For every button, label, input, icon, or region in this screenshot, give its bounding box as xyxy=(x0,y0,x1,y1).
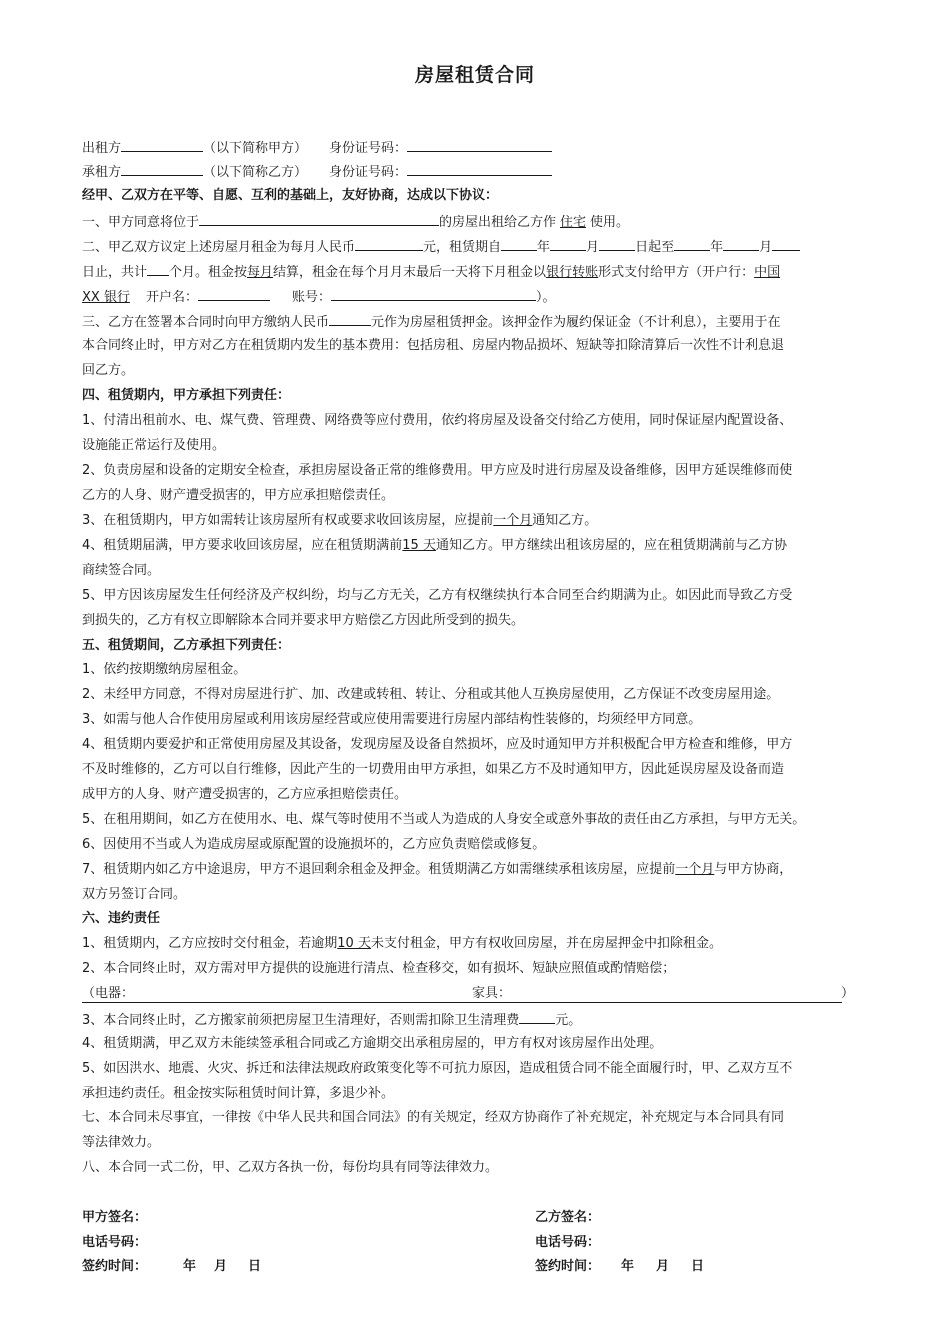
appliances-label: （电器： xyxy=(82,986,135,1001)
party-a-year: 年 xyxy=(183,1259,197,1274)
lessee-name-blank xyxy=(121,163,203,176)
s4-p4-line-1 xyxy=(82,538,787,554)
lessee-line xyxy=(82,163,552,181)
end-month-blank xyxy=(723,238,759,251)
lessee-id-label: 身份证号码： xyxy=(329,165,408,180)
account-holder-blank xyxy=(198,288,270,301)
s4-p5-line-1: 5、甲方因该房屋发生任何经济及产权纠纷，均与乙方无关，乙方有权继续执行本合同至合约期满为止。如因此而导致乙方受 xyxy=(82,588,793,603)
clause-2-text-l2c: 结算，租金在每个月月末最后一天将下月租金以 xyxy=(273,265,547,280)
notice-period-transfer: 一个月 xyxy=(493,513,533,528)
clause-2-line-3 xyxy=(82,288,556,306)
clause-7-line-2: 等法律效力。 xyxy=(82,1135,161,1150)
s5-p7-text-a: 7、租赁期内如乙方中途退房，甲方不退回剩余租金及押金。租赁期满乙方如需继续承租该房屋，应提前 xyxy=(82,862,676,877)
property-address-blank xyxy=(199,213,439,226)
clause-3-text-a: 三、乙方在签署本合同时向甲方缴纳人民币 xyxy=(82,315,330,330)
clause-7-line-1: 七、本合同未尽事宜，一律按《中华人民共和国合同法》的有关规定，经双方协商作了补充规定，补充规定与本合同具有同 xyxy=(82,1110,785,1125)
month-label: 月 xyxy=(586,240,600,255)
s5-p4-line-3: 成甲方的人身、财产遭受损害的，乙方应承担赔偿责任。 xyxy=(82,787,408,802)
s5-p4-line-2: 不及时维修的，乙方可以自行维修，因此产生的一切费用由甲方承担，如果乙方不及时通知甲方，因此延误房屋及设备而造 xyxy=(82,762,785,777)
s5-p7-line-1 xyxy=(82,862,792,878)
inventory-close: ） xyxy=(840,986,854,1001)
clause-1 xyxy=(82,213,629,231)
s4-p4-text-a: 4、租赁期届满，甲方要求收回该房屋，应在租赁期满前 xyxy=(82,538,403,553)
lessee-label: 承租方 xyxy=(82,165,122,180)
lessor-name-blank xyxy=(121,139,203,152)
section-4-heading: 四、租赁期内，甲方承担下列责任： xyxy=(82,388,291,403)
clause-2-text-l2d: 形式支付给甲方（开户行： xyxy=(598,265,755,280)
s6-p3 xyxy=(82,1011,581,1029)
clause-2-text-a: 二、甲乙双方议定上述房屋月租金为每月人民币 xyxy=(82,240,356,255)
s5-p7-text-b: 与甲方协商， xyxy=(714,862,793,877)
start-day-blank xyxy=(599,238,635,251)
account-holder-label: 开户名： xyxy=(145,290,198,305)
party-b-phone-label: 电话号码： xyxy=(535,1235,601,1250)
clause-2-line-2 xyxy=(82,263,780,281)
party-a-month: 月 xyxy=(214,1259,228,1274)
agreement-intro: 经甲、乙双方在平等、自愿、互利的基础上，友好协商，达成以下协议： xyxy=(82,188,499,203)
s6-p4: 4、租赁期满，甲乙双方未能续签承租合同或乙方逾期交出承租房屋的，甲方有权对该房屋作出处理。 xyxy=(82,1036,663,1051)
s4-p3 xyxy=(82,513,597,529)
bank-name-part-1: 中国 xyxy=(754,265,781,280)
year-label: 年 xyxy=(710,240,724,255)
s5-p6: 6、因使用不当或人为造成房屋或原配置的设施损坏的，乙方应负责赔偿或修复。 xyxy=(82,837,546,852)
year-label: 年 xyxy=(537,240,551,255)
s4-p1-line-1: 1、付清出租前水、电、煤气费、管理费、网络费等应付费用，依约将房屋及设备交付给乙方使用，同时保证屋内配置设备、 xyxy=(82,413,793,428)
section-5-heading: 五、租赁期间，乙方承担下列责任： xyxy=(82,638,291,653)
s5-p2: 2、未经甲方同意，不得对房屋进行扩、加、改建或转租、转让、分租或其他人互换房屋使用，乙方保证不改变房屋用途。 xyxy=(82,687,780,702)
clause-2-text-b: 元，租赁期自 xyxy=(423,240,502,255)
cleaning-fee-blank xyxy=(519,1011,555,1024)
furniture-label: 家具： xyxy=(472,986,512,1001)
clause-2-close: ）。 xyxy=(535,290,556,305)
clause-2-text-l2a: 日止，共计 xyxy=(82,265,148,280)
s4-p3-text-a: 3、在租赁期内，甲方如需转让该房屋所有权或要求收回该房屋，应提前 xyxy=(82,513,494,528)
start-year-blank xyxy=(501,238,537,251)
s4-p5-line-2: 到损失的，乙方有权立即解除本合同并要求甲方赔偿乙方因此所受到的损失。 xyxy=(82,613,525,628)
s4-p4-text-b: 通知乙方。甲方继续出租该房屋的，应在租赁期满前与乙方协 xyxy=(435,538,787,553)
s5-p4-line-1: 4、租赁期内要爱护和正常使用房屋及其设备，发现房屋及设备自然损坏，应及时通知甲方并积极配合甲方检查和维修，甲方 xyxy=(82,737,793,752)
lessor-line xyxy=(82,139,552,157)
monthly-rent-blank xyxy=(355,238,423,251)
clause-1-text-b: 的房屋出租给乙方作 xyxy=(439,215,557,230)
clause-8: 八、本合同一式二份，甲、乙双方各执一份，每份均具有同等法律效力。 xyxy=(82,1160,499,1175)
account-number-blank xyxy=(331,288,536,301)
overdue-days: 10 天 xyxy=(337,936,371,951)
clause-1-text-c: 使用。 xyxy=(590,215,630,230)
start-month-blank xyxy=(550,238,586,251)
deposit-blank xyxy=(329,313,371,326)
s5-p7-line-2: 双方另签订合同。 xyxy=(82,887,187,902)
party-a-date-label: 签约时间： xyxy=(82,1259,148,1274)
clause-2-text-l2b: 个月。租金按 xyxy=(169,265,248,280)
end-year-blank xyxy=(674,238,710,251)
lessor-alias: （以下简称甲方） xyxy=(203,141,308,156)
party-b-year: 年 xyxy=(621,1259,635,1274)
lessee-alias: （以下简称乙方） xyxy=(203,165,308,180)
clause-2-line-1 xyxy=(82,238,800,256)
s5-p1: 1、依约按期缴纳房屋租金。 xyxy=(82,662,247,677)
s4-p1-line-2: 设施能正常运行及使用。 xyxy=(82,438,226,453)
property-use: 住宅 xyxy=(560,215,587,230)
s6-p2: 2、本合同终止时，双方需对甲方提供的设施进行清点、检查移交，如有损坏、短缺应照值或酌情赔偿； xyxy=(82,961,676,976)
clause-3-line-2: 本合同终止时，甲方对乙方在租赁期内发生的基本费用：包括房租、房屋内物品损坏、短缺等扣除清算后一次性不计利息退 xyxy=(82,338,785,353)
clause-3-line-3: 回乙方。 xyxy=(82,363,135,378)
month-label: 月 xyxy=(759,240,773,255)
notice-period-renewal: 一个月 xyxy=(675,862,715,877)
party-b-date-label: 签约时间： xyxy=(535,1259,601,1274)
day-from-label: 日起至 xyxy=(635,240,675,255)
lessee-id-blank xyxy=(407,163,552,176)
total-months-blank xyxy=(147,263,169,276)
s4-p2-line-1: 2、负责房屋和设备的定期安全检查，承担房屋设备正常的维修费用。甲方应及时进行房屋及设备维修，因甲方延误维修而使 xyxy=(82,463,793,478)
s6-p5-line-1: 5、如因洪水、地震、火灾、拆迁和法律法规政府政策变化等不可抗力原因，造成租赁合同不能全面履行时，甲、乙双方互不 xyxy=(82,1061,793,1076)
document-title: 房屋租赁合同 xyxy=(414,64,535,86)
end-day-blank xyxy=(772,238,800,251)
s4-p3-text-b: 通知乙方。 xyxy=(532,513,598,528)
s6-p3-text-b: 元。 xyxy=(555,1013,582,1028)
inventory-line xyxy=(82,986,854,1003)
settlement-cycle: 每月 xyxy=(247,265,274,280)
s5-p5: 5、在租用期间，如乙方在使用水、电、煤气等时使用不当或人为造成的人身安全或意外事故的责任由乙方承担，与甲方无关。 xyxy=(82,812,806,827)
s6-p1 xyxy=(82,936,722,952)
s6-p1-text-a: 1、租赁期内，乙方应按时交付租金，若逾期 xyxy=(82,936,338,951)
s6-p1-text-b: 未支付租金，甲方有权收回房屋，并在房屋押金中扣除租金。 xyxy=(370,936,722,951)
lessor-id-blank xyxy=(407,139,552,152)
notice-period-expiry: 15 天 xyxy=(402,538,436,553)
bank-name-part-2: XX 银行 xyxy=(82,290,130,305)
party-a-phone-label: 电话号码： xyxy=(82,1235,148,1250)
clause-3-text-b: 元作为房屋租赁押金。该押金作为履约保证金（不计利息），主要用于在 xyxy=(371,315,781,330)
party-b-day: 日 xyxy=(691,1259,705,1274)
s6-p5-line-2: 承担违约责任。租金按实际租赁时间计算，多退少补。 xyxy=(82,1086,395,1101)
payment-method: 银行转账 xyxy=(546,265,599,280)
lessor-label: 出租方 xyxy=(82,141,122,156)
party-b-signature-label: 乙方签名： xyxy=(535,1210,601,1225)
clause-3-line-1 xyxy=(82,313,781,331)
party-a-signature-label: 甲方签名： xyxy=(82,1210,148,1225)
s4-p4-line-2: 商续签合同。 xyxy=(82,563,161,578)
s5-p3: 3、如需与他人合作使用房屋或利用该房屋经营或应使用需要进行房屋内部结构性装修的，均须经甲方同意。 xyxy=(82,712,702,727)
party-b-month: 月 xyxy=(656,1259,670,1274)
clause-1-text-a: 一、甲方同意将位于 xyxy=(82,215,200,230)
s4-p2-line-2: 乙方的人身、财产遭受损害的，甲方应承担赔偿责任。 xyxy=(82,488,395,503)
s6-p3-text-a: 3、本合同终止时，乙方搬家前须把房屋卫生清理好，否则需扣除卫生清理费 xyxy=(82,1013,520,1028)
account-number-label: 账号： xyxy=(291,290,331,305)
party-a-day: 日 xyxy=(248,1259,262,1274)
lessor-id-label: 身份证号码： xyxy=(329,141,408,156)
section-6-heading: 六、违约责任 xyxy=(82,911,161,926)
